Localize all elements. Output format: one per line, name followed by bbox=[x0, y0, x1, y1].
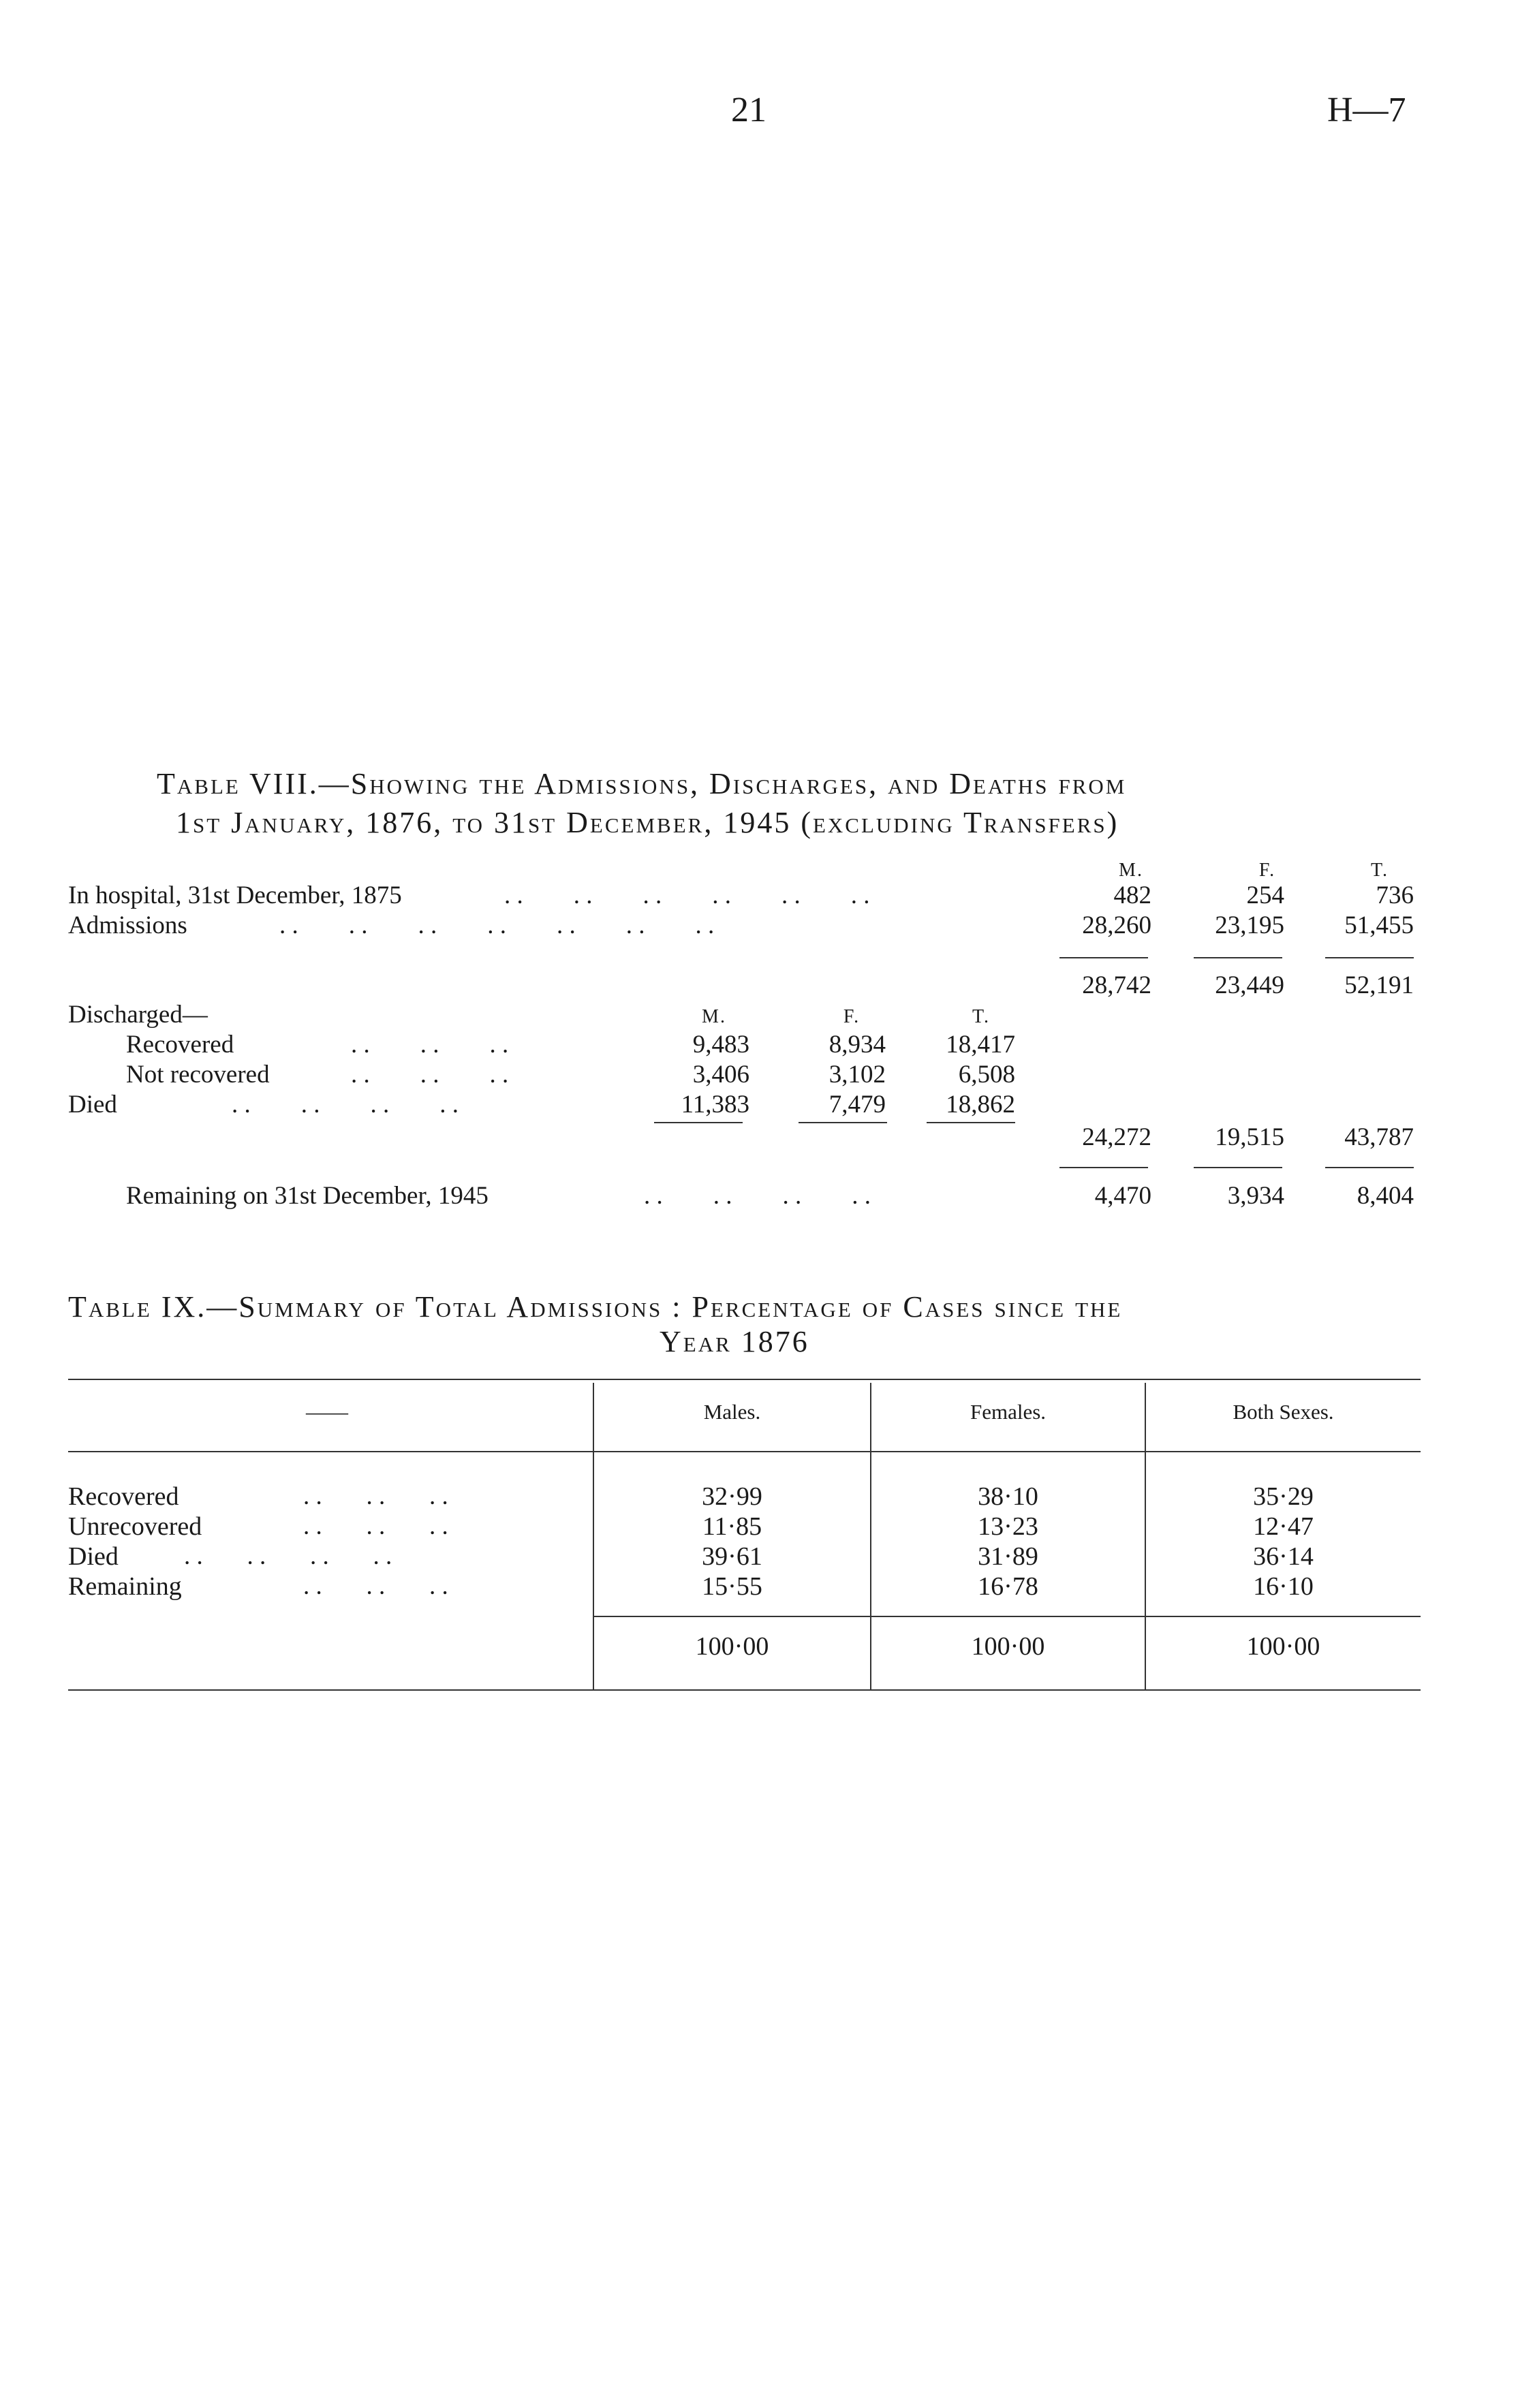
row-label: Died bbox=[68, 1542, 119, 1571]
remaining-total: 8,404 bbox=[1357, 1182, 1414, 1210]
row-label: Recovered bbox=[68, 1482, 179, 1511]
recovered-males: 9,483 bbox=[692, 1031, 749, 1059]
subtotal2-females: 19,515 bbox=[1215, 1123, 1284, 1151]
leader-dots: . . . . . . bbox=[351, 1031, 509, 1059]
leader-dots: . . . . . . bbox=[303, 1482, 448, 1510]
in-hospital-total: 736 bbox=[1376, 881, 1414, 909]
cell-both-sexes: 16·10 bbox=[1253, 1572, 1314, 1601]
table-8-title-line2: 1st January, 1876, to 31st December, 1945 (excluding Transfers) bbox=[176, 806, 1119, 839]
leader-dots: . . . . . . . . bbox=[644, 1182, 871, 1210]
subtotal2-males: 24,272 bbox=[1082, 1123, 1151, 1151]
cell-females: 16·78 bbox=[978, 1572, 1038, 1601]
cell-females: 38·10 bbox=[978, 1482, 1038, 1511]
subtotal1-total: 52,191 bbox=[1344, 971, 1414, 999]
leader-dots: . . . . . . . . bbox=[184, 1542, 392, 1570]
admissions-males: 28,260 bbox=[1082, 911, 1151, 939]
table-bottom-rule bbox=[68, 1689, 1421, 1691]
difference-rule bbox=[1325, 1167, 1414, 1168]
totals-rule bbox=[593, 1616, 1421, 1617]
cell-both-sexes: 36·14 bbox=[1253, 1542, 1314, 1571]
row-label: Remaining bbox=[68, 1572, 182, 1601]
document-reference: H—7 bbox=[1327, 91, 1406, 129]
table-9-title-line2: Year 1876 bbox=[660, 1325, 809, 1358]
row-label-not-recovered: Not recovered bbox=[126, 1061, 270, 1089]
sum-rule bbox=[1059, 957, 1148, 958]
difference-rule bbox=[1194, 1167, 1282, 1168]
not-recovered-females: 3,102 bbox=[828, 1061, 886, 1089]
page-number: 21 bbox=[731, 91, 766, 129]
sum-rule bbox=[799, 1122, 887, 1123]
leader-dots: . . . . . . bbox=[303, 1512, 448, 1540]
sum-rule bbox=[1194, 957, 1282, 958]
died-males: 11,383 bbox=[681, 1091, 749, 1119]
row-label-remaining: Remaining on 31st December, 1945 bbox=[126, 1182, 489, 1210]
stub-header: —— bbox=[306, 1400, 348, 1424]
died-females: 7,479 bbox=[828, 1091, 886, 1119]
remaining-males: 4,470 bbox=[1094, 1182, 1151, 1210]
inner-header-total: T. bbox=[972, 1006, 991, 1027]
row-label-died: Died bbox=[68, 1091, 117, 1119]
table-8-title-line1: Table VIII.—Showing the Admissions, Discharges, and Deaths from bbox=[157, 767, 1127, 800]
col-header-males: M. bbox=[1119, 860, 1143, 881]
header-bottom-rule bbox=[68, 1451, 1421, 1452]
total-both-sexes: 100·00 bbox=[1246, 1632, 1320, 1661]
difference-rule bbox=[1059, 1167, 1148, 1168]
in-hospital-females: 254 bbox=[1246, 881, 1284, 909]
leader-dots: . . . . . . . . . . . . bbox=[504, 881, 870, 909]
recovered-total: 18,417 bbox=[946, 1031, 1015, 1059]
row-label: Unrecovered bbox=[68, 1512, 202, 1541]
died-total: 18,862 bbox=[946, 1091, 1015, 1119]
cell-males: 32·99 bbox=[702, 1482, 762, 1511]
row-label-in-hospital: In hospital, 31st December, 1875 bbox=[68, 881, 402, 909]
cell-both-sexes: 35·29 bbox=[1253, 1482, 1314, 1511]
inner-header-males: M. bbox=[702, 1006, 726, 1027]
header-males: Males. bbox=[703, 1400, 761, 1424]
subtotal2-total: 43,787 bbox=[1344, 1123, 1414, 1151]
leader-dots: . . . . . . bbox=[303, 1572, 448, 1600]
cell-males: 39·61 bbox=[702, 1542, 762, 1571]
sum-rule bbox=[927, 1122, 1015, 1123]
sum-rule bbox=[1325, 957, 1414, 958]
cell-males: 11·85 bbox=[702, 1512, 762, 1541]
cell-both-sexes: 12·47 bbox=[1253, 1512, 1314, 1541]
admissions-total: 51,455 bbox=[1344, 911, 1414, 939]
cell-males: 15·55 bbox=[702, 1572, 762, 1601]
col-header-females: F. bbox=[1258, 860, 1276, 881]
in-hospital-males: 482 bbox=[1113, 881, 1151, 909]
inner-header-females: F. bbox=[843, 1006, 861, 1027]
total-males: 100·00 bbox=[695, 1632, 769, 1661]
sum-rule bbox=[654, 1122, 743, 1123]
recovered-females: 8,934 bbox=[828, 1031, 886, 1059]
leader-dots: . . . . . . bbox=[351, 1061, 509, 1089]
row-label-admissions: Admissions bbox=[68, 911, 187, 939]
header-females: Females. bbox=[970, 1400, 1047, 1424]
not-recovered-males: 3,406 bbox=[692, 1061, 749, 1089]
subtotal1-females: 23,449 bbox=[1215, 971, 1284, 999]
table-top-rule bbox=[68, 1379, 1421, 1380]
admissions-females: 23,195 bbox=[1215, 911, 1284, 939]
leader-dots: . . . . . . . . bbox=[232, 1091, 459, 1119]
col-header-total: T. bbox=[1370, 860, 1389, 881]
subtotal1-males: 28,742 bbox=[1082, 971, 1151, 999]
not-recovered-total: 6,508 bbox=[958, 1061, 1015, 1089]
total-females: 100·00 bbox=[971, 1632, 1045, 1661]
cell-females: 13·23 bbox=[978, 1512, 1038, 1541]
header-both-sexes: Both Sexes. bbox=[1233, 1400, 1334, 1424]
table-9-title-line1: Table IX.—Summary of Total Admissions : Percentage of Cases since the bbox=[68, 1290, 1123, 1324]
discharged-label: Discharged— bbox=[68, 1001, 208, 1029]
cell-females: 31·89 bbox=[978, 1542, 1038, 1571]
remaining-females: 3,934 bbox=[1227, 1182, 1284, 1210]
leader-dots: . . . . . . . . . . . . . . bbox=[279, 911, 715, 939]
row-label-recovered: Recovered bbox=[126, 1031, 234, 1059]
